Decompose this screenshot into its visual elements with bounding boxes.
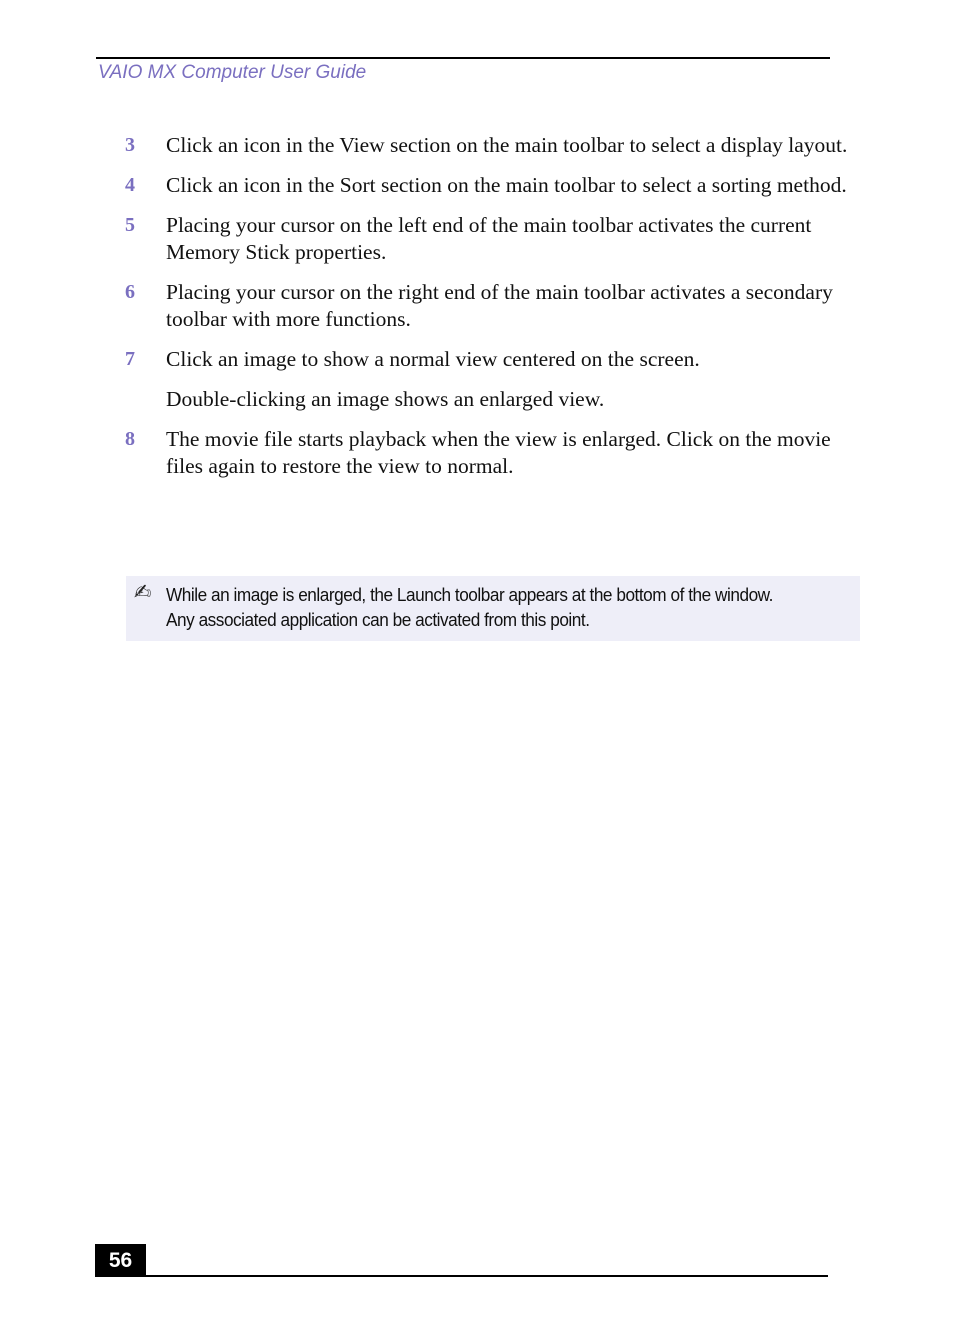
step-text: Placing your cursor on the right end of the main toolbar activates a secondary toolbar with more functions. <box>166 280 833 331</box>
step-number: 6 <box>125 281 135 303</box>
step-number: 3 <box>125 134 135 156</box>
step-item <box>125 426 865 480</box>
header-rule <box>96 57 830 59</box>
step-item <box>125 279 865 333</box>
note-box <box>126 576 860 641</box>
step-text: Placing your cursor on the left end of the main toolbar activates the current Memory Stick properties. <box>166 213 812 264</box>
note-text <box>166 582 808 632</box>
step-text: Click an image to show a normal view centered on the screen. <box>166 347 700 371</box>
step-number: 7 <box>125 348 135 370</box>
step-number: 4 <box>125 174 135 196</box>
step-item <box>125 132 865 159</box>
step-number: 8 <box>125 428 135 450</box>
note-line: While an image is enlarged, the Launch toolbar appears at the bottom of the window. <box>166 584 773 605</box>
step-extra-text: Double-clicking an image shows an enlarged view. <box>166 387 605 411</box>
step-text: The movie file starts playback when the view is enlarged. Click on the movie files again to restore the view to normal. <box>166 427 831 478</box>
note-line: Any associated application can be activated from this point. <box>166 609 590 630</box>
pencil-note-icon: ✍ <box>134 580 152 604</box>
step-text: Click an icon in the Sort section on the main toolbar to select a sorting method. <box>166 173 847 197</box>
step-item <box>125 172 865 199</box>
page-number: 56 <box>95 1244 146 1277</box>
footer-rule <box>96 1275 828 1277</box>
step-item <box>125 212 865 266</box>
step-number: 5 <box>125 214 135 236</box>
document-title: VAIO MX Computer User Guide <box>98 62 367 83</box>
step-list <box>125 132 865 493</box>
step-item <box>125 346 865 413</box>
step-text: Click an icon in the View section on the main toolbar to select a display layout. <box>166 133 848 157</box>
